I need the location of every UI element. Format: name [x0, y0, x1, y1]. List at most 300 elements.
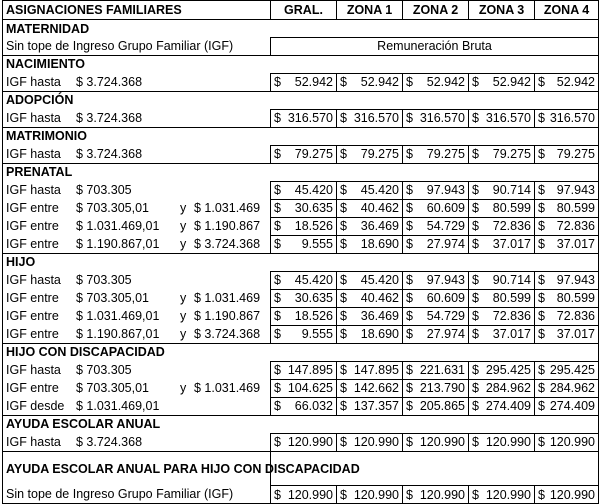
currency-sign: $ [274, 111, 281, 125]
amount-cell [403, 325, 469, 343]
amount-value: 45.420 [360, 273, 399, 287]
amount [274, 487, 333, 503]
amount-cell [469, 486, 535, 504]
amount-value: 120.990 [287, 435, 333, 449]
amount [406, 326, 465, 342]
amount-cell [337, 271, 403, 289]
amount [274, 110, 333, 126]
amount [340, 146, 399, 162]
amount [538, 308, 595, 324]
currency-sign: $ [538, 363, 545, 377]
currency-sign: $ [274, 273, 281, 287]
amount-value: 60.609 [426, 201, 465, 215]
amount-cell [271, 271, 337, 289]
igf-kind: IGF entre [6, 309, 59, 323]
amount-value: 52.942 [294, 75, 333, 89]
amount-cell [535, 73, 599, 91]
amount-value: 316.570 [485, 111, 531, 125]
maternidad-value: Remuneración Bruta [271, 38, 599, 56]
currency-sign: $ [538, 309, 545, 323]
igf-from: $ 703.305,01 [76, 201, 149, 215]
amount-value: 45.420 [294, 183, 333, 197]
currency-sign: $ [472, 399, 479, 413]
amount-value: 36.469 [360, 309, 399, 323]
amount-cell [337, 486, 403, 504]
amount [538, 110, 595, 126]
amount [538, 380, 595, 396]
amount [340, 398, 399, 414]
amount-value: 30.635 [294, 291, 333, 305]
amount-value: 80.599 [556, 291, 595, 305]
currency-sign: $ [538, 237, 545, 251]
amount-value: 52.942 [556, 75, 595, 89]
amount-cell [403, 235, 469, 253]
table-row [3, 145, 599, 163]
amount-value: 120.990 [353, 487, 399, 502]
amount-value: 79.275 [360, 147, 399, 161]
igf-and: y [180, 201, 187, 215]
amount [340, 74, 399, 90]
currency-sign: $ [274, 75, 281, 89]
amount [340, 308, 399, 324]
amount [538, 290, 595, 306]
col-zona-3: ZONA 3 [469, 1, 535, 20]
amount [274, 146, 333, 162]
amount-value: 274.409 [549, 399, 595, 413]
amount-cell [469, 73, 535, 91]
amount-value: 97.943 [556, 273, 595, 287]
amount-cell [271, 486, 337, 504]
amount [274, 326, 333, 342]
amount [274, 290, 333, 306]
table-row [3, 307, 599, 325]
currency-sign: $ [274, 219, 281, 233]
amount [274, 380, 333, 396]
amount-value: 284.962 [549, 381, 595, 395]
amount [274, 362, 333, 378]
igf-and [180, 272, 194, 288]
igf-and: y [180, 309, 187, 323]
col-zona-2: ZONA 2 [403, 1, 469, 20]
section-ayuda-escolar-disc-title [3, 451, 599, 486]
currency-sign: $ [274, 147, 281, 161]
section-title: MATRIMONIO [3, 127, 599, 145]
amount-value: 80.599 [492, 201, 531, 215]
amount-cell [337, 397, 403, 415]
amount-value: 79.275 [294, 147, 333, 161]
amount-value: 213.790 [419, 381, 465, 395]
currency-sign: $ [538, 381, 545, 395]
amount [538, 434, 595, 450]
amount [472, 272, 531, 288]
currency-sign: $ [406, 487, 413, 502]
igf-kind: IGF entre [6, 236, 59, 251]
amount [340, 272, 399, 288]
amount-cell [469, 145, 535, 163]
igf-kind: IGF hasta [6, 434, 61, 449]
table-row [3, 73, 599, 91]
igf-label [3, 361, 271, 379]
currency-sign: $ [274, 399, 281, 413]
table-row [3, 217, 599, 235]
currency-sign: $ [538, 291, 545, 305]
igf-range [6, 362, 267, 378]
igf-range [6, 308, 267, 324]
igf-kind: IGF hasta [6, 273, 61, 287]
currency-sign: $ [472, 219, 479, 233]
col-gral: GRAL. [271, 1, 337, 20]
igf-from: $ 3.724.368 [76, 146, 143, 161]
igf-and [180, 182, 194, 198]
amount-cell [271, 199, 337, 217]
igf-kind: IGF desde [6, 398, 65, 413]
currency-sign: $ [472, 183, 479, 197]
igf-label [3, 289, 271, 307]
amount-value: 79.275 [556, 147, 595, 161]
amount-cell [469, 199, 535, 217]
amount-cell [403, 73, 469, 91]
currency-sign: $ [538, 111, 545, 125]
table-row [3, 109, 599, 127]
amount-cell [337, 289, 403, 307]
amount [406, 110, 465, 126]
currency-sign: $ [340, 237, 347, 251]
amount-cell [337, 145, 403, 163]
igf-and: y [180, 326, 187, 341]
amount-cell [535, 199, 599, 217]
igf-kind: IGF entre [6, 291, 59, 305]
section-hijo_discapacidad-title [3, 343, 599, 361]
amount-cell [535, 361, 599, 379]
igf-label [3, 325, 271, 343]
section-nacimiento-title [3, 55, 599, 73]
amount-cell [403, 379, 469, 397]
currency-sign: $ [340, 183, 347, 197]
igf-and: y [180, 236, 187, 251]
currency-sign: $ [538, 399, 545, 413]
amount-value: 18.690 [360, 327, 399, 341]
amount [538, 182, 595, 198]
amount [406, 487, 465, 503]
asignaciones-table [2, 0, 599, 504]
amount [538, 200, 595, 216]
igf-from: $ 3.724.368 [76, 434, 143, 449]
igf-from: $ 703.305,01 [76, 291, 149, 305]
currency-sign: $ [538, 487, 545, 502]
amount-cell [403, 433, 469, 451]
igf-to: $ 1.031.469 [194, 381, 261, 395]
amount-cell [271, 397, 337, 415]
currency-sign: $ [538, 327, 545, 341]
amount-cell [403, 289, 469, 307]
amount-value: 90.714 [492, 183, 531, 197]
amount [472, 362, 531, 378]
amount-cell [403, 217, 469, 235]
amount-value: 52.942 [426, 75, 465, 89]
table-title: ASIGNACIONES FAMILIARES [3, 1, 271, 20]
igf-range [6, 110, 267, 126]
igf-to: $ 1.031.469 [194, 291, 261, 305]
amount-cell [469, 307, 535, 325]
amount-cell [337, 433, 403, 451]
amount [538, 146, 595, 162]
currency-sign: $ [340, 309, 347, 323]
table-row [3, 181, 599, 199]
currency-sign: $ [472, 309, 479, 323]
section-ayuda_escolar-title [3, 415, 599, 433]
igf-label [3, 109, 271, 127]
currency-sign: $ [340, 487, 347, 502]
igf-kind: IGF hasta [6, 183, 61, 197]
amount-cell [469, 271, 535, 289]
currency-sign: $ [340, 75, 347, 89]
igf-label [3, 145, 271, 163]
amount-cell [535, 486, 599, 504]
igf-label [3, 379, 271, 397]
amount-value: 80.599 [556, 201, 595, 215]
amount [472, 74, 531, 90]
amount [472, 110, 531, 126]
currency-sign: $ [274, 291, 281, 305]
amount-value: 120.990 [549, 487, 595, 502]
amount [406, 272, 465, 288]
amount [274, 236, 333, 252]
amount-cell [403, 486, 469, 504]
currency-sign: $ [274, 363, 281, 377]
amount-value: 147.895 [353, 363, 399, 377]
amount-cell [337, 235, 403, 253]
igf-range [6, 218, 267, 234]
amount-cell [271, 325, 337, 343]
amount [538, 487, 595, 503]
amount [472, 236, 531, 252]
amount-value: 27.974 [426, 237, 465, 251]
table-row [3, 199, 599, 217]
amount-cell [337, 199, 403, 217]
section-hijo-title [3, 253, 599, 271]
table-row [3, 235, 599, 253]
igf-range [6, 146, 267, 162]
currency-sign: $ [274, 435, 281, 449]
igf-and [180, 110, 194, 126]
amount-value: 9.555 [301, 327, 333, 341]
amount [340, 434, 399, 450]
amount-cell [403, 361, 469, 379]
currency-sign: $ [406, 381, 413, 395]
igf-and [180, 434, 194, 450]
amount [340, 218, 399, 234]
amount [340, 487, 399, 503]
amount-cell [535, 325, 599, 343]
amount [538, 398, 595, 414]
currency-sign: $ [340, 273, 347, 287]
amount [274, 218, 333, 234]
amount [472, 398, 531, 414]
currency-sign: $ [472, 111, 479, 125]
section-title: HIJO [3, 253, 599, 271]
amount-value: 79.275 [426, 147, 465, 161]
currency-sign: $ [406, 201, 413, 215]
igf-and [180, 398, 194, 414]
amount-cell [271, 235, 337, 253]
amount-cell [337, 109, 403, 127]
igf-label [3, 181, 271, 199]
amount [538, 236, 595, 252]
currency-sign: $ [406, 111, 413, 125]
header-row [3, 1, 599, 20]
igf-kind: IGF entre [6, 326, 59, 341]
igf-from: $ 703.305 [76, 363, 132, 377]
amount-cell [271, 73, 337, 91]
amount-cell [337, 181, 403, 199]
amount [406, 146, 465, 162]
currency-sign: $ [274, 327, 281, 341]
amount-value: 45.420 [360, 183, 399, 197]
currency-sign: $ [340, 381, 347, 395]
amount-cell [337, 217, 403, 235]
amount [340, 290, 399, 306]
col-zona-1: ZONA 1 [337, 1, 403, 20]
amount-cell [469, 289, 535, 307]
amount-value: 120.990 [549, 435, 595, 449]
amount-value: 316.570 [549, 111, 595, 125]
amount-value: 72.836 [556, 309, 595, 323]
currency-sign: $ [406, 147, 413, 161]
amount-cell [337, 379, 403, 397]
table-row [3, 289, 599, 307]
amount-cell [403, 307, 469, 325]
amount-value: 120.990 [419, 487, 465, 502]
amount-value: 295.425 [549, 363, 595, 377]
igf-range [6, 74, 267, 90]
amount-value: 284.962 [485, 381, 531, 395]
amount-cell [535, 397, 599, 415]
amount-cell [469, 361, 535, 379]
currency-sign: $ [406, 399, 413, 413]
currency-sign: $ [472, 75, 479, 89]
amount [340, 326, 399, 342]
amount-value: 52.942 [360, 75, 399, 89]
amount-value: 120.990 [419, 435, 465, 449]
amount-value: 18.526 [294, 219, 333, 233]
igf-label [3, 73, 271, 91]
amount-value: 97.943 [556, 183, 595, 197]
igf-range [6, 326, 267, 342]
amount [406, 398, 465, 414]
maternidad-label: Sin tope de Ingreso Grupo Familiar (IGF) [3, 38, 271, 56]
amount [340, 362, 399, 378]
amount-value: 54.729 [426, 309, 465, 323]
currency-sign: $ [538, 219, 545, 233]
amount-cell [337, 307, 403, 325]
amount-cell [469, 433, 535, 451]
currency-sign: $ [538, 201, 545, 215]
amount [274, 434, 333, 450]
igf-and: y [180, 381, 187, 395]
currency-sign: $ [274, 487, 281, 502]
currency-sign: $ [472, 237, 479, 251]
amount-cell [535, 145, 599, 163]
igf-label [3, 235, 271, 253]
amount [538, 326, 595, 342]
amount-value: 90.714 [492, 273, 531, 287]
amount-value: 147.895 [287, 363, 333, 377]
currency-sign: $ [340, 111, 347, 125]
amount [274, 74, 333, 90]
amount-value: 120.990 [485, 487, 531, 502]
currency-sign: $ [340, 147, 347, 161]
amount-value: 120.990 [287, 487, 333, 502]
section-matrimonio-title [3, 127, 599, 145]
currency-sign: $ [472, 487, 479, 502]
amount-cell [469, 397, 535, 415]
igf-from: $ 703.305,01 [76, 381, 149, 395]
currency-sign: $ [538, 147, 545, 161]
currency-sign: $ [472, 291, 479, 305]
currency-sign: $ [472, 273, 479, 287]
amount [406, 182, 465, 198]
currency-sign: $ [472, 381, 479, 395]
amount-value: 120.990 [353, 435, 399, 449]
igf-label [3, 307, 271, 325]
currency-sign: $ [406, 219, 413, 233]
amount-value: 120.990 [485, 435, 531, 449]
currency-sign: $ [406, 309, 413, 323]
igf-label [3, 397, 271, 415]
amount-value: 316.570 [353, 111, 399, 125]
table-row [3, 361, 599, 379]
amount-value: 142.662 [353, 381, 399, 395]
igf-range [6, 200, 267, 216]
amount-cell [535, 235, 599, 253]
amount [472, 380, 531, 396]
amount-cell [271, 109, 337, 127]
amount [340, 236, 399, 252]
section-title: HIJO CON DISCAPACIDAD [3, 343, 599, 361]
igf-from: $ 703.305 [76, 183, 132, 197]
amount-value: 274.409 [485, 399, 531, 413]
amount-cell [271, 379, 337, 397]
amount [274, 308, 333, 324]
igf-kind: IGF hasta [6, 146, 61, 161]
amount [340, 110, 399, 126]
currency-sign: $ [472, 327, 479, 341]
amount-value: 316.570 [287, 111, 333, 125]
amount-cell [271, 217, 337, 235]
amount-cell [469, 379, 535, 397]
amount-value: 52.942 [492, 75, 531, 89]
igf-range [6, 380, 267, 396]
igf-from: $ 703.305 [76, 273, 132, 287]
section-prenatal-title [3, 163, 599, 181]
amount-cell [535, 289, 599, 307]
section-title: MATERNIDAD [3, 20, 599, 38]
amount [472, 326, 531, 342]
igf-from: $ 3.724.368 [76, 74, 143, 89]
amount [406, 218, 465, 234]
currency-sign: $ [340, 399, 347, 413]
amount-cell [271, 145, 337, 163]
currency-sign: $ [406, 273, 413, 287]
amount-value: 60.609 [426, 291, 465, 305]
amount-cell [271, 307, 337, 325]
amount-cell [337, 325, 403, 343]
amount-cell [337, 73, 403, 91]
amount [472, 182, 531, 198]
amount [472, 146, 531, 162]
amount [406, 290, 465, 306]
amount-cell [271, 433, 337, 451]
